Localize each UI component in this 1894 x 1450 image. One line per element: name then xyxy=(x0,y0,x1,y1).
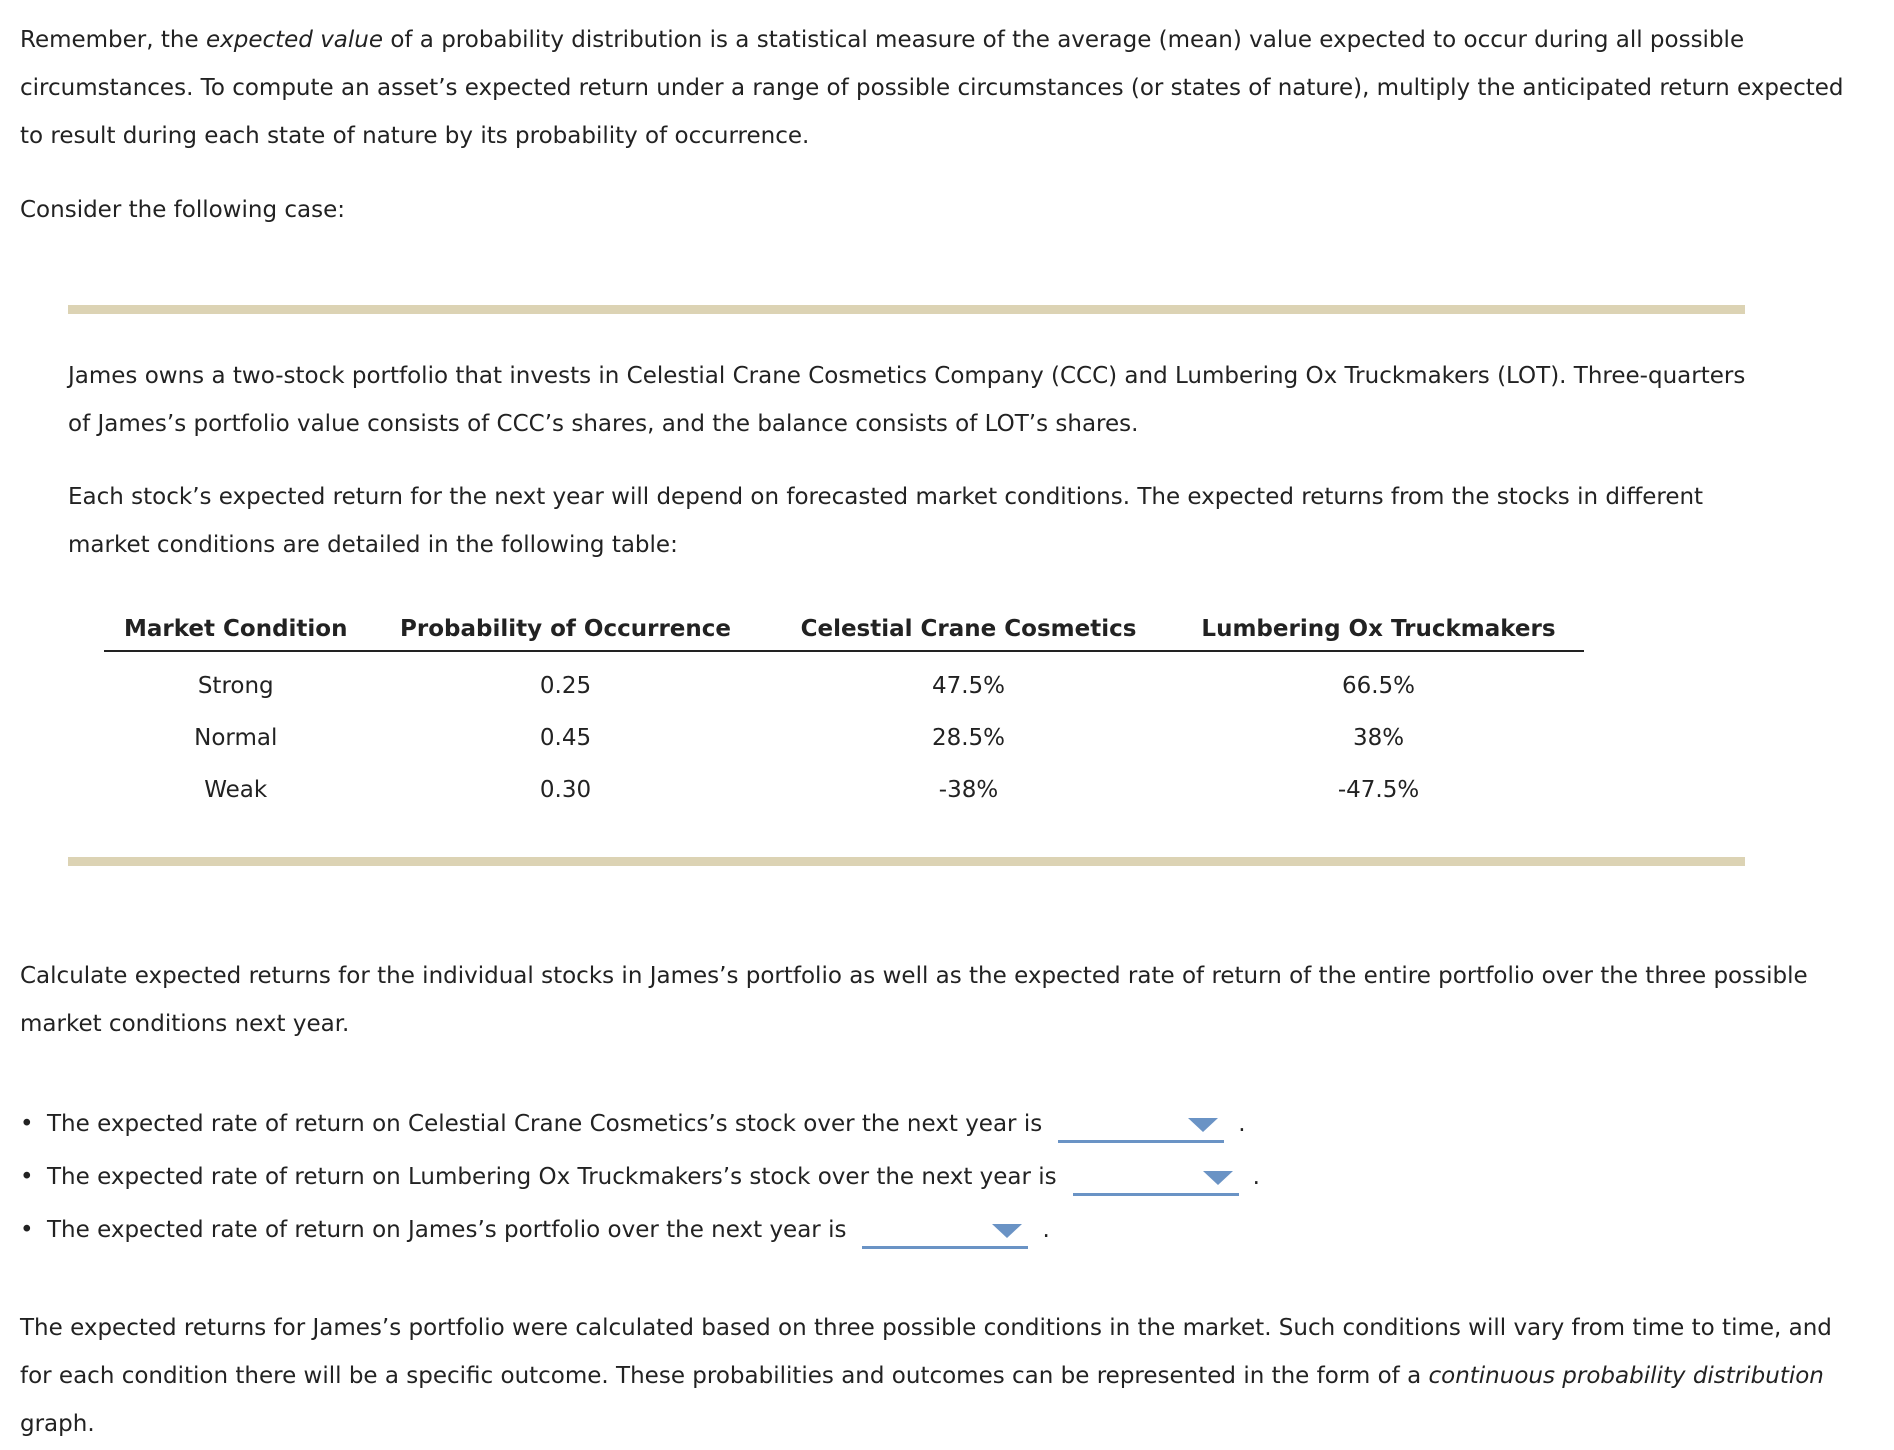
portfolio-return-dropdown[interactable] xyxy=(862,1212,1028,1249)
consider-heading: Consider the following case: xyxy=(20,197,345,223)
question-text: The expected rate of return on Lumbering Ox Truckmakers’s stock over the next year is xyxy=(47,1164,1057,1190)
sentence-period: . xyxy=(1252,1164,1260,1190)
cell-probability: 0.25 xyxy=(539,673,592,699)
cell-condition: Weak xyxy=(204,777,268,803)
returns-table xyxy=(104,608,1584,816)
cell-ccc-return: 28.5% xyxy=(931,725,1006,751)
closing-text-2: graph. xyxy=(20,1411,95,1437)
question-portfolio xyxy=(20,1204,1260,1257)
header-probability: Probability of Occurrence xyxy=(368,608,764,651)
cell-lot-return: 38% xyxy=(1352,725,1405,751)
lot-return-dropdown[interactable] xyxy=(1073,1159,1239,1196)
cell-ccc-return: -38% xyxy=(938,777,999,803)
cell-condition: Normal xyxy=(194,725,278,751)
header-market-condition: Market Condition xyxy=(104,608,368,651)
table-row xyxy=(104,712,1584,764)
closing-emphasis: continuous probability distribution xyxy=(1428,1363,1824,1389)
question-ccc xyxy=(20,1098,1260,1151)
dropdown-arrow-icon xyxy=(1188,1118,1218,1132)
cell-lot-return: 66.5% xyxy=(1341,673,1416,699)
intro-text-1: Remember, the xyxy=(20,27,206,53)
bullet-icon: • xyxy=(20,1164,34,1190)
table-row xyxy=(104,764,1584,816)
case-paragraph-2: Each stock’s expected return for the next year will depend on forecasted market conditions. The expected returns from the stocks in different market conditions are detailed in the following table: xyxy=(68,484,1704,558)
intro-text-2: of a probability distribution is a statistical measure of the average (mean) value expected to occur during all possible circumstances. To compute an asset’s expected return under a range of possible circumstances (or states of nature), multiply the anticipated return expected to result during each state of nature by its probability of occurrence. xyxy=(20,27,1844,149)
cell-ccc-return: 47.5% xyxy=(931,673,1006,699)
header-lot: Lumbering Ox Truckmakers xyxy=(1174,608,1584,651)
closing-text-1: The expected returns for James’s portfolio were calculated based on three possible conditions in the market. Such conditions will vary from time to time, and for each condition there will be a specific outcome. These probabilities and outcomes can be represented in the form of a xyxy=(20,1315,1832,1389)
intro-emphasis: expected value xyxy=(205,27,384,53)
header-ccc: Celestial Crane Cosmetics xyxy=(764,608,1174,651)
sentence-period: . xyxy=(1238,1111,1246,1137)
bullet-icon: • xyxy=(20,1111,34,1137)
case-paragraph-1: James owns a two-stock portfolio that invests in Celestial Crane Cosmetics Company (CCC) and Lumbering Ox Truckmakers (LOT). Three-quarters of James’s portfolio value consists of CCC’s shares, and the balance consists of LOT’s shares. xyxy=(68,363,1746,437)
question-list xyxy=(20,1098,1260,1257)
question-text: The expected rate of return on James’s portfolio over the next year is xyxy=(47,1217,847,1243)
intro-paragraph xyxy=(20,16,1870,160)
table-header-row xyxy=(104,608,1584,651)
ccc-return-dropdown[interactable] xyxy=(1058,1106,1224,1143)
cell-probability: 0.45 xyxy=(539,725,592,751)
bullet-icon: • xyxy=(20,1217,34,1243)
cell-lot-return: -47.5% xyxy=(1337,777,1420,803)
dropdown-arrow-icon xyxy=(1203,1171,1233,1185)
dropdown-arrow-icon xyxy=(992,1224,1022,1238)
closing-paragraph xyxy=(20,1304,1870,1448)
cell-probability: 0.30 xyxy=(539,777,592,803)
question-text: The expected rate of return on Celestial Crane Cosmetics’s stock over the next year is xyxy=(47,1111,1043,1137)
calculate-instructions: Calculate expected returns for the individual stocks in James’s portfolio as well as the expected rate of return of the entire portfolio over the three possible market conditions next year. xyxy=(20,963,1808,1037)
table-row xyxy=(104,651,1584,712)
case-bottom-rule xyxy=(68,857,1745,866)
sentence-period: . xyxy=(1042,1217,1050,1243)
question-lot xyxy=(20,1151,1260,1204)
case-top-rule xyxy=(68,305,1745,314)
cell-condition: Strong xyxy=(197,673,274,699)
